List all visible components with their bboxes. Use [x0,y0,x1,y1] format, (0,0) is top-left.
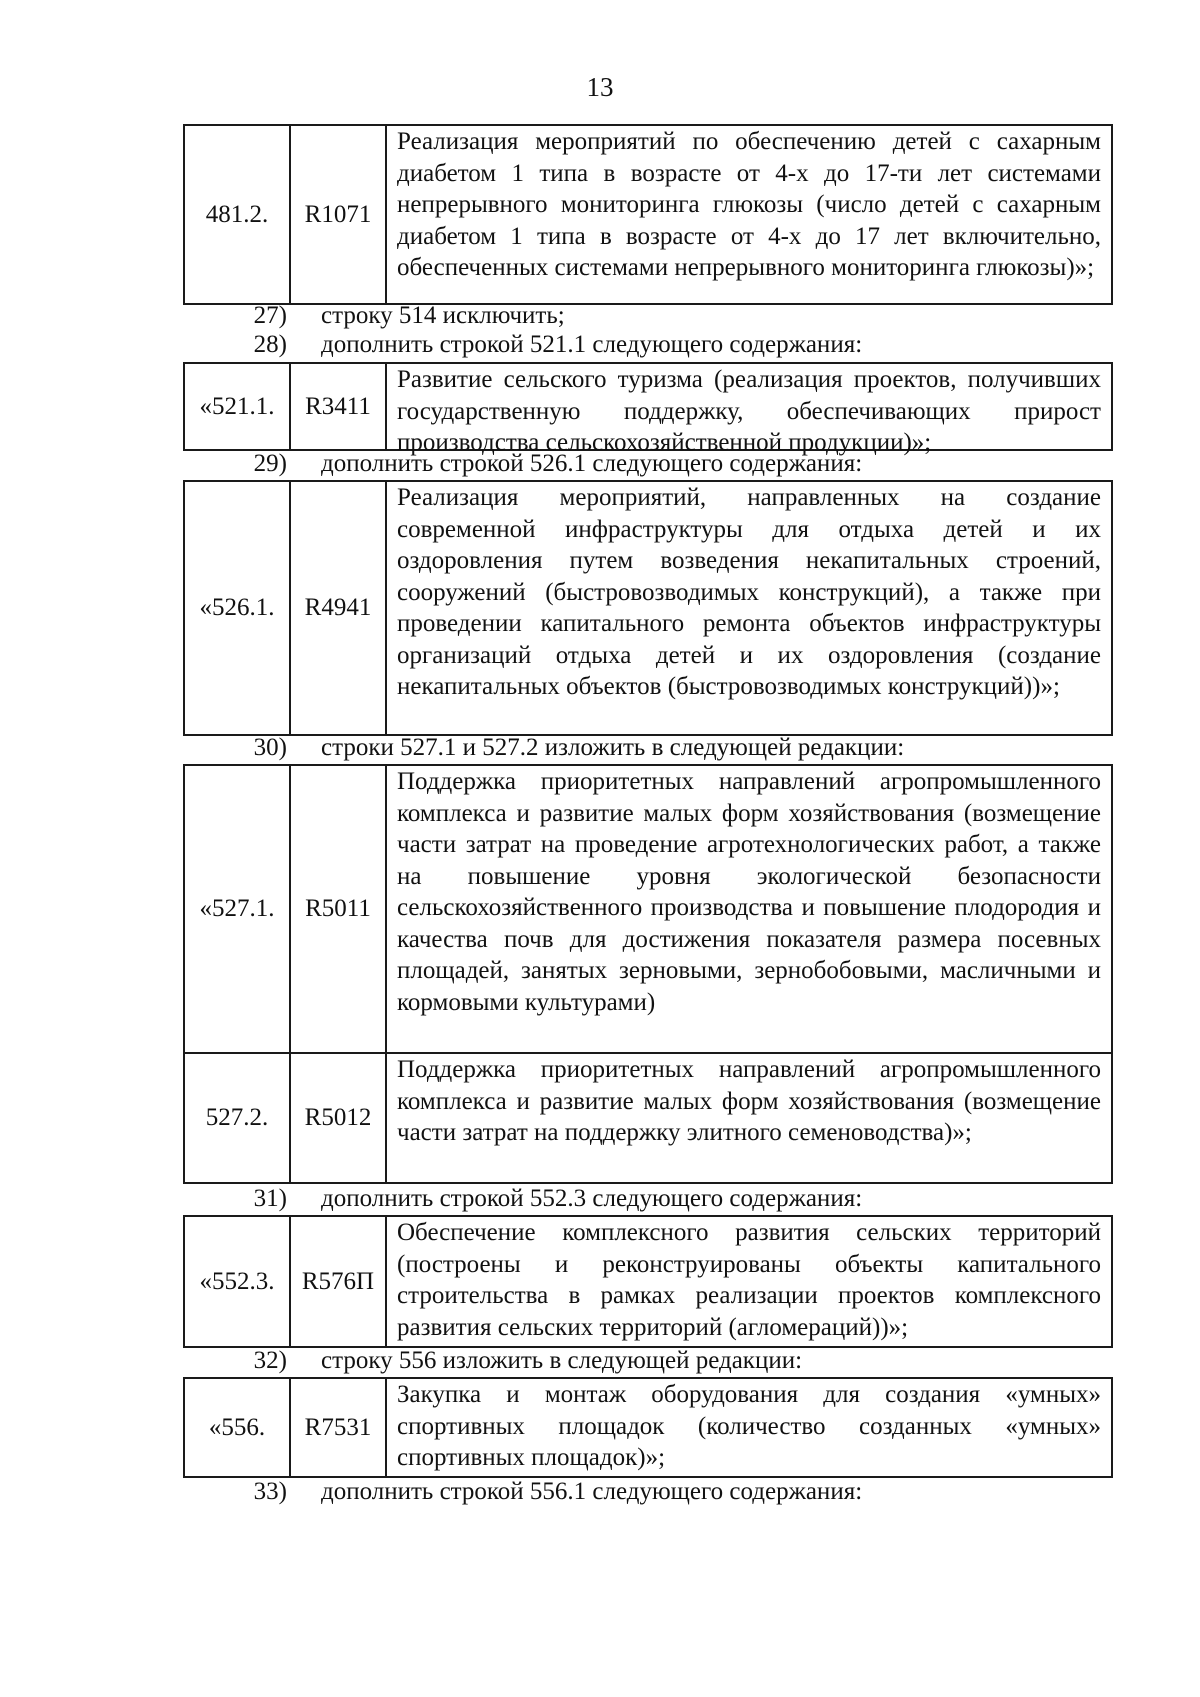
row-code: R3411 [291,364,387,449]
item-text: дополнить строкой 552.3 следующего содержания: [321,1185,863,1212]
row-number: 481.2. [185,126,291,303]
row-description: Закупка и монтаж оборудования для создания «умных» спортивных площадок (количество созданных «умных» спортивных площадок)»; [397,1381,1101,1471]
list-item [183,1185,1113,1215]
row-number: «526.1. [185,482,291,734]
item-text: строку 556 изложить в следующей редакции: [321,1347,803,1374]
item-number: 32) [253,1347,287,1374]
row-description: Развитие сельского туризма (реализация проектов, получивших государственную поддержку, обеспечивающих прирост производства сельскохозяйственной продукции)»; [397,366,1101,456]
row-number: «521.1. [185,364,291,449]
list-item [183,1347,1113,1377]
amendment-table [183,764,1113,1184]
row-code: R5011 [291,766,387,1052]
table-row [185,1379,1111,1476]
amendment-table [183,362,1113,456]
row-code: R4941 [291,482,387,734]
list-item [183,1478,1113,1508]
item-text: строки 527.1 и 527.2 изложить в следующей редакции: [321,734,905,761]
amendment-table [183,124,1113,305]
item-text: дополнить строкой 526.1 следующего содержания: [321,450,863,477]
row-code: R1071 [291,126,387,303]
item-number: 29) [253,450,287,477]
row-number: «552.3. [185,1217,291,1346]
row-description: Реализация мероприятий, направленных на создание современной инфраструктуры для отдыха детей и их оздоровления путем возведения некапитальных строений, сооружений (быстровозводимых конструкций), а также при проведении капитального ремонта объектов инфраструктуры организаций отдыха детей и их оздоровления (создание некапитальных объектов (быстровозводимых конструкций))»; [397,484,1101,700]
row-number: 527.2. [185,1054,291,1182]
row-code: R5012 [291,1054,387,1182]
row-code: R576П [291,1217,387,1346]
item-number: 30) [253,734,287,761]
row-description: Реализация мероприятий по обеспечению детей с сахарным диабетом 1 типа в возрасте от 4-х до 17-ти лет системами непрерывного мониторинга глюкозы (число детей с сахарным диабетом 1 типа в возрасте от 4-х до 17 лет включительно, обеспеченных системами непрерывного мониторинга глюкозы)»; [397,128,1101,281]
row-description: Обеспечение комплексного развития сельских территорий (построены и реконструированы объекты капитального строительства в рамках реализации проектов комплексного развития сельских территорий (агломераций))»; [397,1219,1101,1341]
list-item [183,734,1113,764]
list-item [183,450,1113,480]
page-number: 13 [586,72,614,102]
item-number: 31) [253,1185,287,1212]
item-number: 28) [253,331,287,358]
list-item [183,331,1113,361]
row-number: «556. [185,1379,291,1476]
table-row [185,126,1111,303]
row-description: Поддержка приоритетных направлений агропромышленного комплекса и развитие малых форм хозяйствования (возмещение части затрат на проведение агротехнологических работ, а также на повышение уровня экологической безопасности сельскохозяйственного производства и повышение плодородия и качества почв для достижения показателя размера посевных площадей, занятых зерновыми, зернобобовыми, масличными и кормовыми культурами) [397,768,1101,1016]
amendment-table [183,1215,1113,1348]
table-row [185,482,1111,734]
table-row [185,766,1111,1052]
item-text: дополнить строкой 556.1 следующего содержания: [321,1478,863,1505]
row-code: R7531 [291,1379,387,1476]
list-item [183,302,1113,332]
table-row [185,364,1111,456]
amendment-table [183,1377,1113,1478]
table-row [185,1217,1111,1346]
row-number: «527.1. [185,766,291,1052]
item-number: 27) [253,302,287,329]
item-number: 33) [253,1478,287,1505]
table-row [185,1052,1111,1182]
item-text: дополнить строкой 521.1 следующего содержания: [321,331,863,358]
amendment-table [183,480,1113,736]
item-text: строку 514 исключить; [321,302,565,329]
row-description: Поддержка приоритетных направлений агропромышленного комплекса и развитие малых форм хозяйствования (возмещение части затрат на поддержку элитного семеноводства)»; [397,1056,1101,1146]
